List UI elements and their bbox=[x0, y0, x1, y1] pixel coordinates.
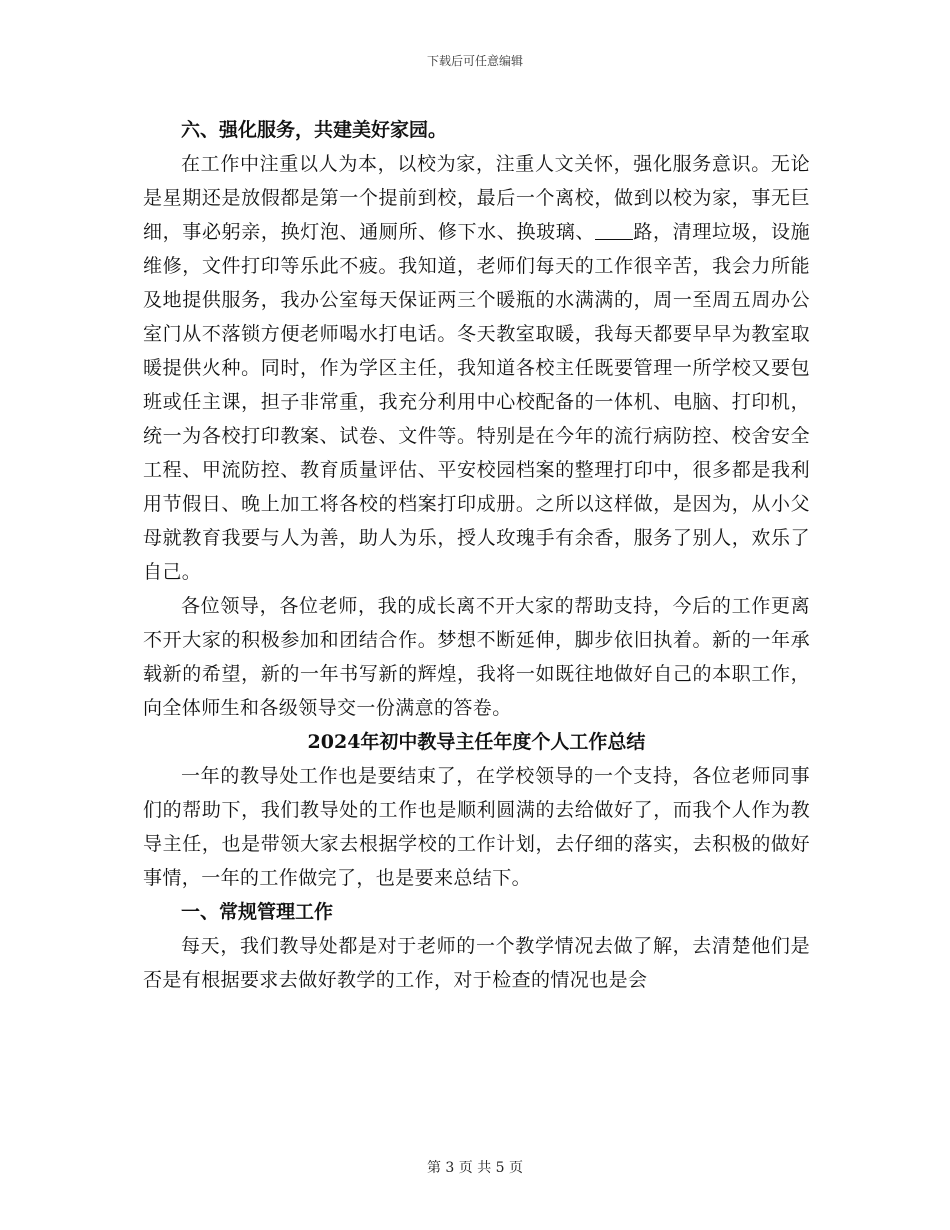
paragraph-text: 路，清理垃圾，设施维修，文件打印等乐此不疲。我知道，老师们每天的工作很辛苦，我会力所能及地提供服务，我办公室每天保证两三个暖瓶的水满满的，周一至周五周办公室门从不落锁方便老师喝水打电话。冬天教室取暖，我每天都要早早为教室取暖提供火种。同时，作为学区主任，我知道各校主任既要管理一所学校又要包班或任主课，担子非常重，我充分利用中心校配备的一体机、电脑、打印机，统一为各校打印教案、试卷、文件等。特别是在今年的流行病防控、校舍安全工程、甲流防控、教育质量评估、平安校园档案的整理打印中，很多都是我利用节假日、晚上加工将各校的档案打印成册。之所以这样做，是因为，从小父母就教育我要与人为善，助人为乐，授人玫瑰手有余香，服务了别人，欢乐了自己。 bbox=[143, 221, 810, 583]
section-six-paragraph-1 bbox=[143, 147, 810, 589]
blank-underline bbox=[595, 220, 633, 240]
intro-paragraph: 一年的教导处工作也是要结束了，在学校领导的一个支持，各位老师同事们的帮助下，我们教导处的工作也是顺利圆满的去给做好了，而我个人作为教导主任，也是带领大家去根据学校的工作计划，去仔细的落实，去积极的做好事情，一年的工作做完了，也是要来总结下。 bbox=[143, 765, 810, 889]
section-one-paragraph: 每天，我们教导处都是对于老师的一个教学情况去做了解，去清楚他们是否是有根据要求去做好教学的工作，对于检查的情况也是会 bbox=[143, 935, 810, 991]
document-title: 2024年初中教导主任年度个人工作总结 bbox=[307, 731, 646, 753]
page-number: 第 3 页 共 5 页 bbox=[426, 1160, 524, 1176]
section-six-paragraph-2: 各位领导，各位老师，我的成长离不开大家的帮助支持，今后的工作更离不开大家的积极参加和团结合作。梦想不断延伸，脚步依旧执着。新的一年承载新的希望，新的一年书写新的辉煌，我将一如既往地做好自己的本职工作，向全体师生和各级领导交一份满意的答卷。 bbox=[143, 595, 810, 719]
section-six-heading: 六、强化服务，共建美好家园。 bbox=[181, 119, 448, 141]
section-one-heading: 一、常规管理工作 bbox=[181, 901, 334, 923]
document-body bbox=[143, 113, 810, 997]
paragraph-text: 在工作中注重以人为本，以校为家，注重人文关怀，强化服务意识。无论是星期还是放假都是第一个提前到校，最后一个离校，做到以校为家，事无巨细，事必躬亲，换灯泡、通厕所、修下水、换玻璃、 bbox=[143, 153, 810, 243]
page-header-note: 下载后可任意编辑 bbox=[426, 54, 523, 68]
